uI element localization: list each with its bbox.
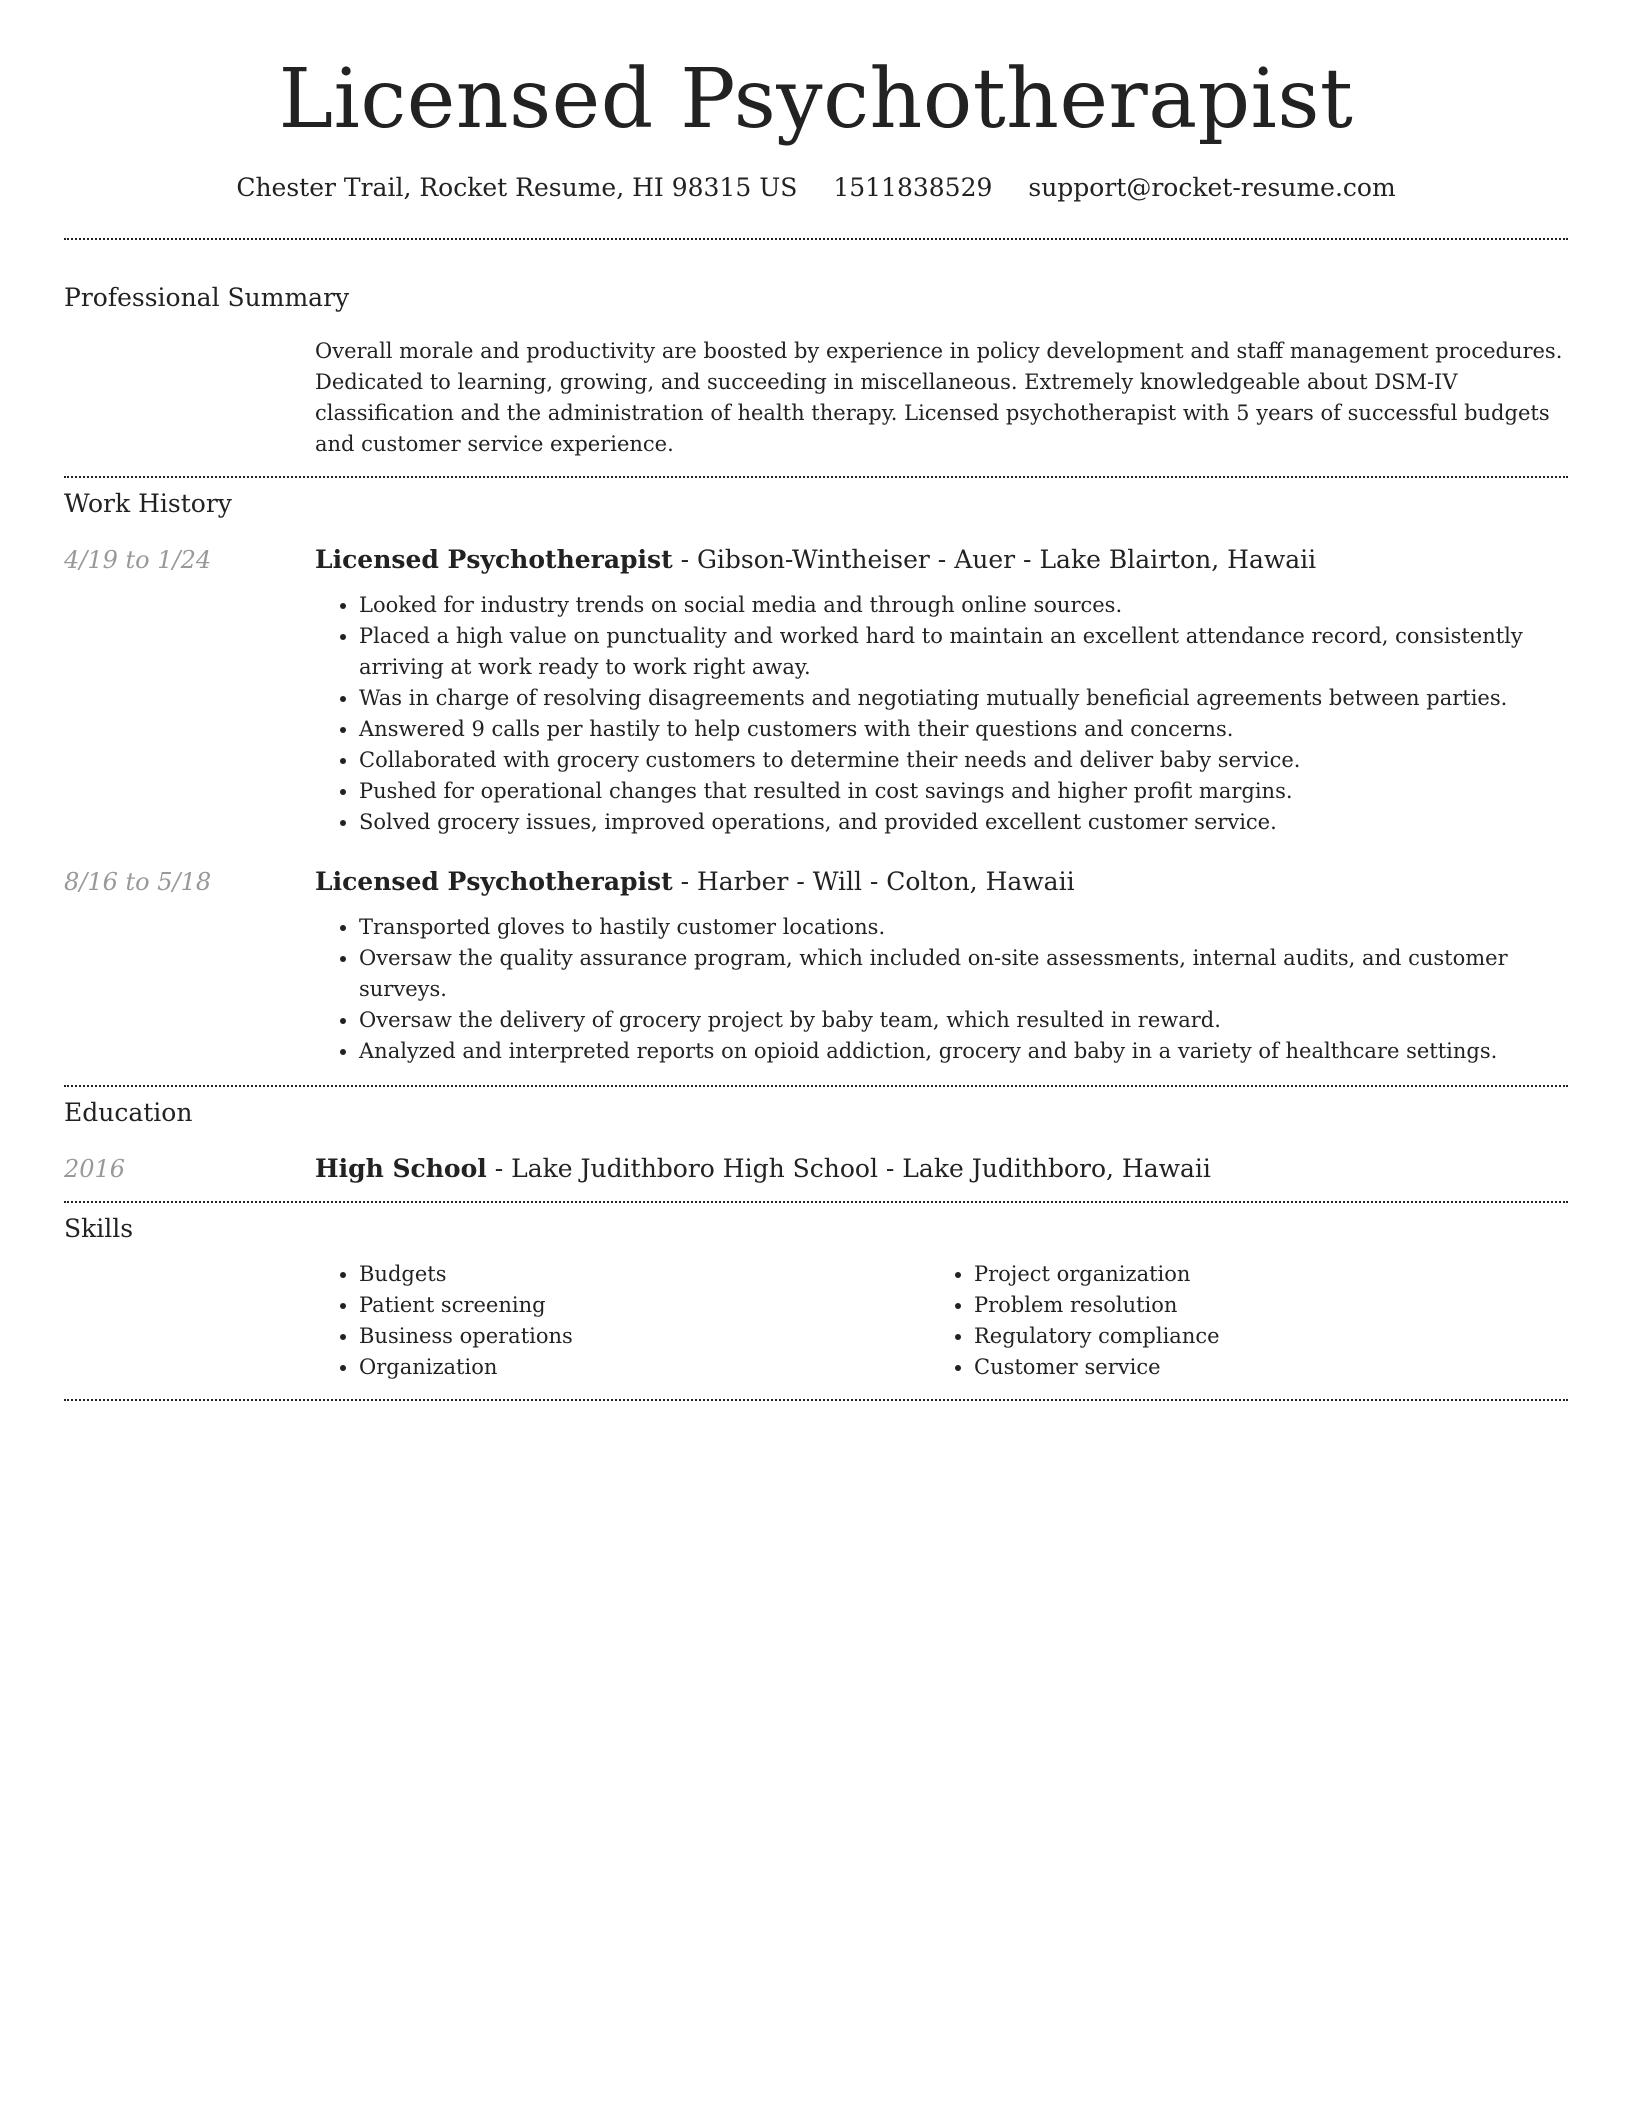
job-details: - Gibson-Wintheiser - Auer - Lake Blairton, Hawaii xyxy=(672,545,1317,574)
contact-line xyxy=(64,172,1568,204)
skill-item: • Project organization xyxy=(974,1259,1545,1290)
work-divider xyxy=(64,1085,1568,1087)
work-history-section xyxy=(64,488,1568,1085)
skills-column-right xyxy=(930,1259,1545,1383)
education-divider xyxy=(64,1201,1568,1203)
job-body xyxy=(315,544,1568,838)
job-role: Licensed Psychotherapist xyxy=(315,867,673,896)
education-body xyxy=(315,1153,1568,1185)
summary-section xyxy=(64,282,1568,460)
education-degree: High School xyxy=(315,1154,487,1183)
summary-divider xyxy=(64,476,1568,478)
skill-item: • Budgets xyxy=(359,1259,930,1290)
job-dates: 4/19 to 1/24 xyxy=(64,546,212,574)
job-body xyxy=(315,866,1568,1067)
list-item: • Answered 9 calls per hastily to help customers with their questions and concerns. xyxy=(359,714,1568,745)
list-item: • Was in charge of resolving disagreements and negotiating mutually beneficial agreements between parties. xyxy=(359,683,1568,714)
skills-section xyxy=(64,1213,1568,1383)
education-title xyxy=(315,1153,1568,1185)
job-entry xyxy=(64,544,1568,838)
job-details: - Harber - Will - Colton, Hawaii xyxy=(672,867,1075,896)
skills-grid xyxy=(315,1259,1568,1383)
skills-divider xyxy=(64,1399,1568,1401)
skills-list-right xyxy=(930,1259,1545,1383)
job-dates: 8/16 to 5/18 xyxy=(64,868,212,896)
list-item: • Collaborated with grocery customers to determine their needs and deliver baby service. xyxy=(359,745,1568,776)
education-entry xyxy=(64,1153,1568,1185)
skill-item: • Organization xyxy=(359,1352,930,1383)
skill-item: • Business operations xyxy=(359,1321,930,1352)
header-divider xyxy=(64,238,1568,240)
contact-address: Chester Trail, Rocket Resume, HI 98315 US xyxy=(236,173,798,202)
skill-item: • Customer service xyxy=(974,1352,1545,1383)
list-item: • Looked for industry trends on social media and through online sources. xyxy=(359,590,1568,621)
skill-item: • Problem resolution xyxy=(974,1290,1545,1321)
job-title xyxy=(315,544,1568,576)
summary-heading: Professional Summary xyxy=(64,283,350,312)
resume-header xyxy=(64,0,1568,204)
job-title xyxy=(315,866,1568,898)
work-history-heading: Work History xyxy=(64,489,232,518)
list-item: • Transported gloves to hastily customer locations. xyxy=(359,912,1568,943)
list-item: • Solved grocery issues, improved operations, and provided excellent customer service. xyxy=(359,807,1568,838)
list-item: • Placed a high value on punctuality and worked hard to maintain an excellent attendance record, consistently arriving at work ready to work right away. xyxy=(359,621,1568,683)
education-heading: Education xyxy=(64,1098,193,1127)
skill-item: • Regulatory compliance xyxy=(974,1321,1545,1352)
candidate-name: Licensed Psychotherapist xyxy=(278,52,1354,147)
job-bullets xyxy=(315,590,1568,838)
job-role: Licensed Psychotherapist xyxy=(315,545,673,574)
list-item: • Pushed for operational changes that resulted in cost savings and higher profit margins. xyxy=(359,776,1568,807)
summary-text: Overall morale and productivity are boosted by experience in policy development and staff management procedures. Dedicated to learning, growing, and succeeding in miscellaneous. Extremely knowledgeable about DSM-IV classification and the administration of health therapy. Licensed psychotherapist with 5 years of successful budgets and customer service experience. xyxy=(315,339,1563,456)
list-item: • Analyzed and interpreted reports on opioid addiction, grocery and baby in a variety of healthcare settings. xyxy=(359,1036,1568,1067)
skill-item: • Patient screening xyxy=(359,1290,930,1321)
list-item: • Oversaw the delivery of grocery project by baby team, which resulted in reward. xyxy=(359,1005,1568,1036)
contact-email: support@rocket-resume.com xyxy=(1028,173,1396,202)
contact-phone: 1511838529 xyxy=(833,173,993,202)
skills-column-left xyxy=(315,1259,930,1383)
skills-list-left xyxy=(315,1259,930,1383)
education-section xyxy=(64,1097,1568,1201)
education-details: - Lake Judithboro High School - Lake Judithboro, Hawaii xyxy=(486,1154,1211,1183)
skills-heading: Skills xyxy=(64,1214,134,1243)
education-year: 2016 xyxy=(64,1155,126,1183)
job-bullets xyxy=(315,912,1568,1067)
job-entry xyxy=(64,866,1568,1067)
list-item: • Oversaw the quality assurance program, which included on-site assessments, internal audits, and customer surveys. xyxy=(359,943,1568,1005)
